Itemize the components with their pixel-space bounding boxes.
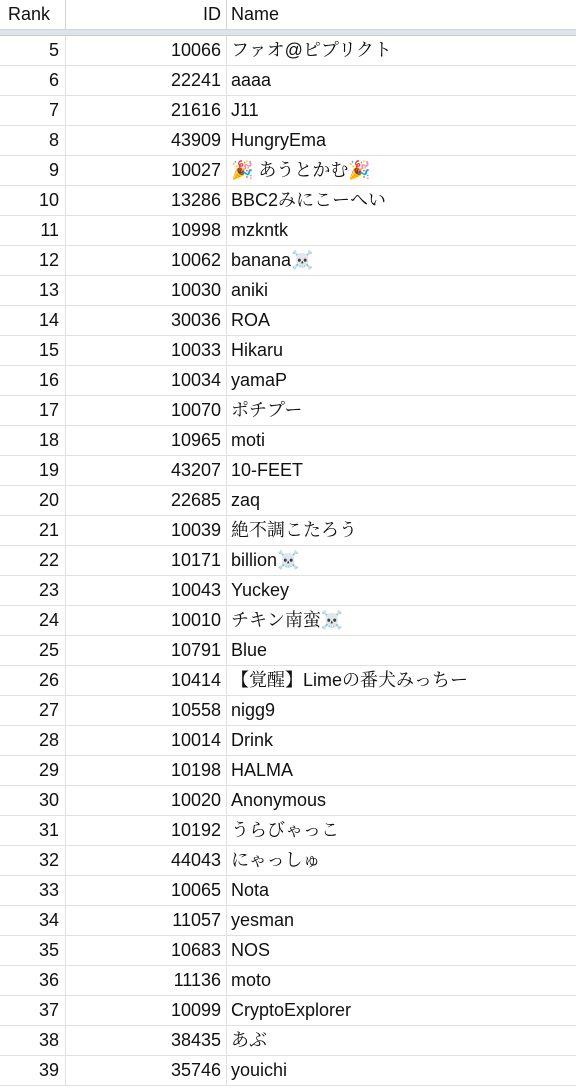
name-cell[interactable]: zaq [231,490,261,510]
table-row[interactable] [0,1026,576,1056]
rank-cell[interactable]: 22 [0,546,66,575]
id-cell[interactable]: 10014 [66,726,227,755]
table-row[interactable] [0,396,576,426]
table-row[interactable] [0,636,576,666]
table-row[interactable] [0,696,576,726]
name-cell[interactable]: J11 [231,100,259,120]
rank-cell[interactable]: 35 [0,936,66,965]
name-cell[interactable]: ファオ@ピプリクト [231,40,392,60]
rank-cell[interactable]: 8 [0,126,66,155]
rank-cell[interactable]: 30 [0,786,66,815]
id-cell[interactable]: 10033 [66,336,227,365]
table-row[interactable] [0,786,576,816]
rank-cell[interactable]: 5 [0,36,66,65]
name-cell[interactable]: チキン南蛮☠️ [231,610,344,630]
id-cell[interactable]: 10010 [66,606,227,635]
id-cell[interactable]: 10043 [66,576,227,605]
name-cell[interactable]: 【覚醒】Limeの番犬みっちー [231,670,469,690]
id-cell[interactable]: 11136 [66,966,227,995]
name-cell[interactable]: ポチプー [231,400,303,420]
rank-cell[interactable]: 39 [0,1056,66,1085]
rank-cell[interactable]: 7 [0,96,66,125]
rank-cell[interactable]: 24 [0,606,66,635]
rank-cell[interactable]: 6 [0,66,66,95]
rank-cell[interactable]: 25 [0,636,66,665]
table-row[interactable] [0,726,576,756]
id-cell[interactable]: 44043 [66,846,227,875]
column-header-id[interactable]: ID [66,0,227,29]
name-cell[interactable]: BBC2みにこーへい [231,190,387,210]
name-cell[interactable]: Anonymous [231,790,327,810]
id-cell[interactable]: 11057 [66,906,227,935]
id-cell[interactable]: 38435 [66,1026,227,1055]
id-cell[interactable]: 10198 [66,756,227,785]
rank-cell[interactable]: 9 [0,156,66,185]
table-row[interactable] [0,666,576,696]
table-row[interactable] [0,606,576,636]
id-cell[interactable]: 10171 [66,546,227,575]
rank-cell[interactable]: 33 [0,876,66,905]
rank-cell[interactable]: 21 [0,516,66,545]
id-cell[interactable]: 43207 [66,456,227,485]
rank-cell[interactable]: 29 [0,756,66,785]
rank-cell[interactable]: 34 [0,906,66,935]
name-cell[interactable]: yesman [231,910,295,930]
table-row[interactable] [0,486,576,516]
table-row[interactable] [0,366,576,396]
rank-cell[interactable]: 27 [0,696,66,725]
table-row[interactable] [0,96,576,126]
column-header-name[interactable]: Name [231,4,280,24]
table-row[interactable] [0,966,576,996]
table-row[interactable] [0,936,576,966]
id-cell[interactable]: 10558 [66,696,227,725]
name-cell[interactable]: Blue [231,640,268,660]
rank-cell[interactable]: 36 [0,966,66,995]
rank-cell[interactable]: 16 [0,366,66,395]
id-cell[interactable]: 10998 [66,216,227,245]
table-row[interactable] [0,1056,576,1086]
rank-cell[interactable]: 14 [0,306,66,335]
name-cell[interactable]: Drink [231,730,274,750]
id-cell[interactable]: 10020 [66,786,227,815]
name-cell[interactable]: CryptoExplorer [231,1000,352,1020]
id-cell[interactable]: 10065 [66,876,227,905]
table-row[interactable] [0,66,576,96]
name-cell[interactable]: Yuckey [231,580,290,600]
table-row[interactable] [0,246,576,276]
name-cell[interactable]: あぶ [231,1030,267,1050]
rank-cell[interactable]: 15 [0,336,66,365]
id-cell[interactable]: 10683 [66,936,227,965]
table-row[interactable] [0,36,576,66]
table-row[interactable] [0,756,576,786]
table-row[interactable] [0,576,576,606]
id-cell[interactable]: 30036 [66,306,227,335]
id-cell[interactable]: 13286 [66,186,227,215]
id-cell[interactable]: 10039 [66,516,227,545]
id-cell[interactable]: 10791 [66,636,227,665]
id-cell[interactable]: 22241 [66,66,227,95]
rank-cell[interactable]: 17 [0,396,66,425]
table-row[interactable] [0,846,576,876]
rank-cell[interactable]: 37 [0,996,66,1025]
name-cell[interactable]: yamaP [231,370,288,390]
name-cell[interactable]: うらびゃっこ [231,820,339,840]
rank-cell[interactable]: 23 [0,576,66,605]
header-row [0,0,576,30]
table-row[interactable] [0,816,576,846]
name-cell[interactable]: billion☠️ [231,550,300,570]
name-cell[interactable]: moti [231,430,266,450]
id-cell[interactable]: 10030 [66,276,227,305]
id-cell[interactable]: 10062 [66,246,227,275]
table-row[interactable] [0,546,576,576]
rank-cell[interactable]: 12 [0,246,66,275]
table-body [0,36,576,1086]
name-cell[interactable]: 絶不調こたろう [231,520,357,540]
table-row[interactable] [0,456,576,486]
table-row[interactable] [0,906,576,936]
name-cell[interactable]: 10-FEET [231,460,304,480]
rank-cell[interactable]: 20 [0,486,66,515]
rank-cell[interactable]: 31 [0,816,66,845]
name-cell[interactable]: aniki [231,280,269,300]
id-cell[interactable]: 10414 [66,666,227,695]
name-cell[interactable]: HungryEma [231,130,327,150]
rank-cell[interactable]: 19 [0,456,66,485]
rank-cell[interactable]: 32 [0,846,66,875]
rank-cell[interactable]: 10 [0,186,66,215]
rank-cell[interactable]: 18 [0,426,66,455]
name-cell[interactable]: Hikaru [231,340,284,360]
id-cell[interactable]: 10965 [66,426,227,455]
name-cell[interactable]: moto [231,970,272,990]
name-cell[interactable]: mzkntk [231,220,289,240]
table-row[interactable] [0,516,576,546]
table-row[interactable] [0,996,576,1026]
id-cell[interactable]: 10070 [66,396,227,425]
id-cell[interactable]: 43909 [66,126,227,155]
id-cell[interactable]: 21616 [66,96,227,125]
name-cell[interactable]: にゃっしゅ [231,850,321,870]
table-row[interactable] [0,426,576,456]
name-cell[interactable]: aaaa [231,70,272,90]
rank-cell[interactable]: 11 [0,216,66,245]
id-cell[interactable]: 10034 [66,366,227,395]
table-row[interactable] [0,276,576,306]
name-cell[interactable]: banana☠️ [231,250,314,270]
id-cell[interactable]: 35746 [66,1056,227,1085]
table-row[interactable] [0,186,576,216]
table-row[interactable] [0,306,576,336]
rank-cell[interactable]: 38 [0,1026,66,1055]
name-cell[interactable]: Nota [231,880,270,900]
id-cell[interactable]: 22685 [66,486,227,515]
rank-cell[interactable]: 28 [0,726,66,755]
table-row[interactable] [0,336,576,366]
rank-cell[interactable]: 13 [0,276,66,305]
name-cell[interactable]: nigg9 [231,700,276,720]
table-row[interactable] [0,216,576,246]
column-header-rank[interactable]: Rank [0,0,66,29]
name-cell[interactable]: HALMA [231,760,294,780]
id-cell[interactable]: 10099 [66,996,227,1025]
id-cell[interactable]: 10192 [66,816,227,845]
rank-cell[interactable]: 26 [0,666,66,695]
table-row[interactable] [0,156,576,186]
name-cell[interactable]: 🎉 あうとかむ🎉 [231,160,371,180]
table-row[interactable] [0,126,576,156]
table-row[interactable] [0,876,576,906]
id-cell[interactable]: 10066 [66,36,227,65]
name-cell[interactable]: ROA [231,310,271,330]
name-cell[interactable]: youichi [231,1060,288,1080]
name-cell[interactable]: NOS [231,940,271,960]
id-cell[interactable]: 10027 [66,156,227,185]
